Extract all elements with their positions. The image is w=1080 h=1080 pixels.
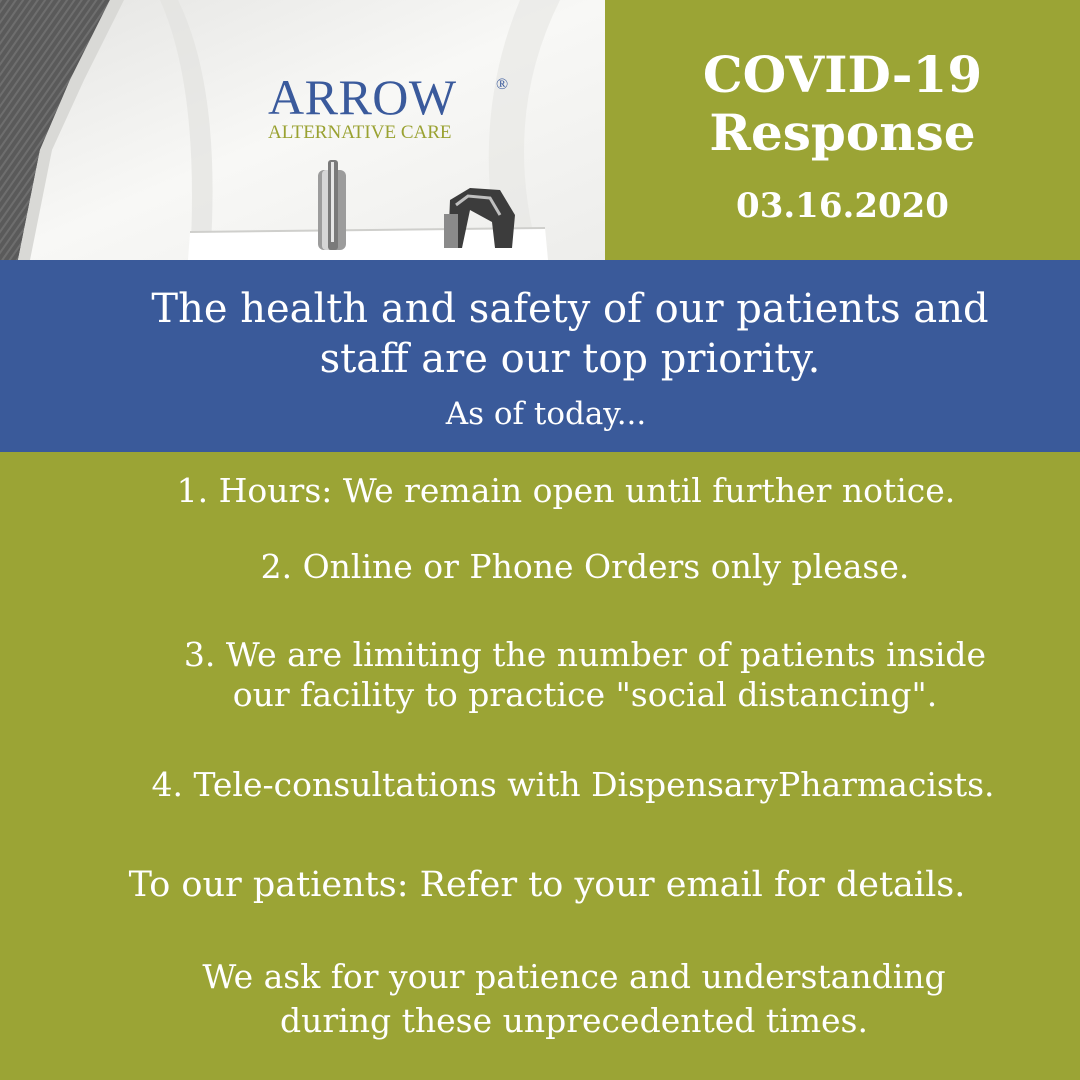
date-label: 03.16.2020 bbox=[736, 186, 949, 226]
logo-name: ARROW bbox=[268, 69, 457, 125]
arrow-logo bbox=[268, 69, 518, 144]
closing-patience-line-2: during these unprecedented times. bbox=[280, 1001, 868, 1040]
header-title-panel bbox=[605, 0, 1080, 260]
banner-subtitle: As of today... bbox=[445, 396, 647, 432]
item-hours: 1. Hours: We remain open until further notice. bbox=[176, 471, 956, 510]
banner-line-2: staff are our top priority. bbox=[319, 336, 821, 382]
item-limit-line-2: our facility to practice "social distancing". bbox=[232, 675, 938, 714]
registered-mark: ® bbox=[496, 76, 509, 93]
priority-banner bbox=[0, 260, 1080, 452]
closing-patients: To our patients: Refer to your email for details. bbox=[128, 865, 966, 905]
logo-tagline: ALTERNATIVE CARE bbox=[268, 122, 452, 143]
header-photo bbox=[0, 0, 605, 260]
item-tele: 4. Tele-consultations with DispensaryPharmacists. bbox=[151, 765, 995, 804]
item-orders: 2. Online or Phone Orders only please. bbox=[260, 547, 910, 586]
title-line-2: Response bbox=[709, 103, 976, 162]
banner-line-1: The health and safety of our patients and bbox=[151, 286, 989, 332]
item-limit-line-1: 3. We are limiting the number of patients inside bbox=[183, 635, 987, 674]
page-title bbox=[605, 46, 1080, 162]
title-line-1: COVID-19 bbox=[702, 45, 983, 104]
banner-headline bbox=[100, 284, 1040, 384]
closing-patience-line-1: We ask for your patience and understanding bbox=[202, 957, 946, 996]
